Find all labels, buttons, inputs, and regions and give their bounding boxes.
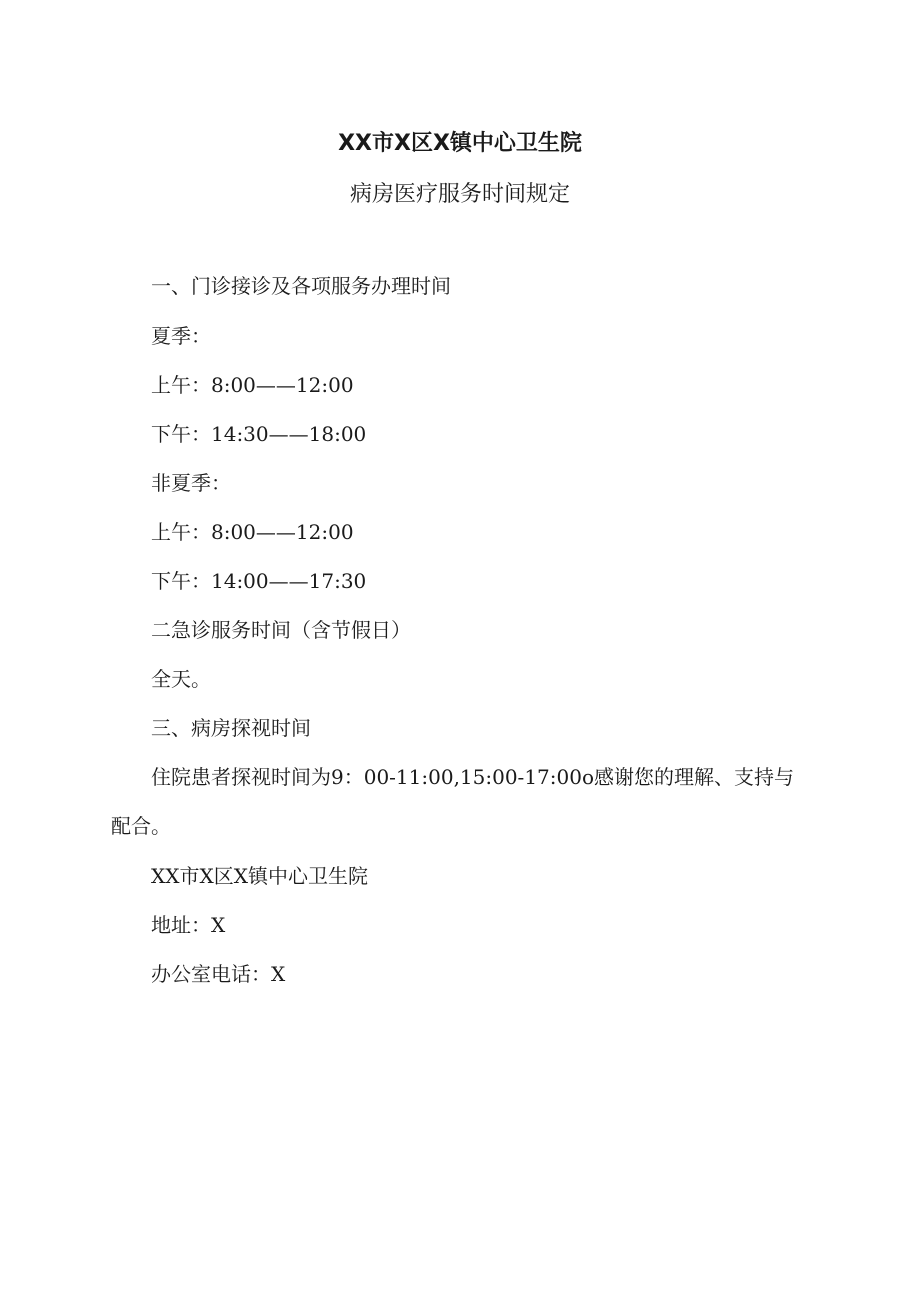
document-title-subject: 病房医疗服务时间规定: [349, 182, 570, 207]
section2-heading: 二急诊服务时间（含节假日）: [151, 618, 411, 642]
summer-am-hours: 上午：8:00——12:00: [151, 373, 354, 397]
non-summer-label: 非夏季：: [151, 471, 231, 495]
section3-heading: 三、病房探视时间: [151, 716, 311, 740]
document-title-org: XX市X区X镇中心卫生院: [338, 131, 582, 156]
summer-pm-hours: 下午：14:30——18:00: [151, 422, 367, 446]
visit-hours-line1: 住院患者探视时间为9：00-11:00,15:00-17:00o感谢您的理解、支持与: [151, 765, 794, 789]
section1-heading: 一、门诊接诊及各项服务办理时间: [151, 274, 451, 298]
summer-label: 夏季：: [151, 324, 211, 348]
footer-phone: 办公室电话：X: [151, 962, 286, 986]
visit-hours-line2: 配合。: [111, 814, 171, 838]
section2-body: 全天。: [151, 667, 211, 691]
footer-org-name: XX市X区X镇中心卫生院: [151, 864, 368, 888]
footer-address: 地址：X: [151, 913, 226, 937]
non-summer-am-hours: 上午：8:00——12:00: [151, 520, 354, 544]
non-summer-pm-hours: 下午：14:00——17:30: [151, 569, 367, 593]
